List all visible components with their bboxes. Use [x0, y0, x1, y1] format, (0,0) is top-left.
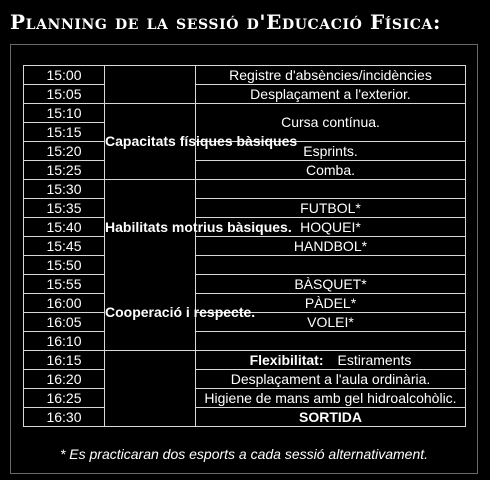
time-cell: 16:10 — [24, 332, 105, 351]
time-cell: 15:40 — [24, 218, 105, 237]
time-cell: 15:35 — [24, 199, 105, 218]
table-row — [24, 66, 466, 85]
estiraments-label: Estiraments — [337, 351, 412, 368]
time-cell: 16:20 — [24, 370, 105, 389]
block-empty — [105, 351, 196, 427]
activity-hoquei: HOQUEI* — [196, 218, 466, 237]
time-cell: 15:55 — [24, 275, 105, 294]
table-row — [24, 389, 466, 408]
time-cell: 15:50 — [24, 256, 105, 275]
table-row — [24, 275, 466, 294]
flexibilitat-label: Flexibilitat — [249, 351, 319, 368]
block-capacitats: Capacitats físiques bàsiques — [105, 104, 196, 180]
activity-desplacament-exterior: Desplaçament a l'exterior. — [196, 85, 466, 104]
table-row — [24, 104, 466, 123]
activity-esprints: Esprints. — [196, 142, 466, 161]
block-empty — [105, 66, 196, 104]
time-cell: 16:30 — [24, 408, 105, 427]
activity-handbol: HANDBOL* — [196, 237, 466, 256]
table-row — [24, 161, 466, 180]
activity-empty — [196, 256, 466, 275]
time-cell: 16:15 — [24, 351, 105, 370]
page-title: Planning de la sessió d'Educació Física: — [10, 10, 441, 34]
activity-volei: VOLEI* — [196, 313, 466, 332]
time-cell: 16:00 — [24, 294, 105, 313]
flexibilitat-colon: : — [318, 351, 324, 368]
table-row — [24, 256, 466, 275]
footnote: * Es practicaran dos esports a cada sessió alternativament. — [59, 446, 429, 462]
block-habilitats: Habilitats motrius bàsiques. — [105, 180, 196, 275]
activity-higiene: Higiene de mans amb gel hidroalcohòlic. — [196, 389, 466, 408]
activity-sortida: SORTIDA — [196, 408, 466, 427]
table-row — [24, 370, 466, 389]
time-cell: 16:25 — [24, 389, 105, 408]
time-cell: 15:00 — [24, 66, 105, 85]
activity-flexibilitat — [196, 351, 466, 370]
time-cell: 15:25 — [24, 161, 105, 180]
activity-futbol: FUTBOL* — [196, 199, 466, 218]
time-cell: 15:20 — [24, 142, 105, 161]
table-row — [24, 180, 466, 199]
time-cell: 15:10 — [24, 104, 105, 123]
activity-comba: Comba. — [196, 161, 466, 180]
activity-empty — [196, 332, 466, 351]
activity-basquet: BÀSQUET* — [196, 275, 466, 294]
table-row — [24, 85, 466, 104]
schedule-table — [23, 65, 466, 427]
table-row — [24, 199, 466, 218]
table-row — [24, 351, 466, 370]
activity-padel: PÀDEL* — [196, 294, 466, 313]
activity-registre: Registre d'absències/incidències — [196, 66, 466, 85]
time-cell: 15:15 — [24, 123, 105, 142]
time-cell: 15:30 — [24, 180, 105, 199]
block-cooperacio: Cooperació i respecte. — [105, 275, 196, 351]
table-row — [24, 237, 466, 256]
time-cell: 16:05 — [24, 313, 105, 332]
table-row — [24, 332, 466, 351]
table-row — [24, 408, 466, 427]
activity-empty — [196, 180, 466, 199]
activity-desplacament-aula: Desplaçament a l'aula ordinària. — [196, 370, 466, 389]
time-cell: 15:45 — [24, 237, 105, 256]
activity-cursa: Cursa contínua. — [196, 104, 466, 142]
time-cell: 15:05 — [24, 85, 105, 104]
